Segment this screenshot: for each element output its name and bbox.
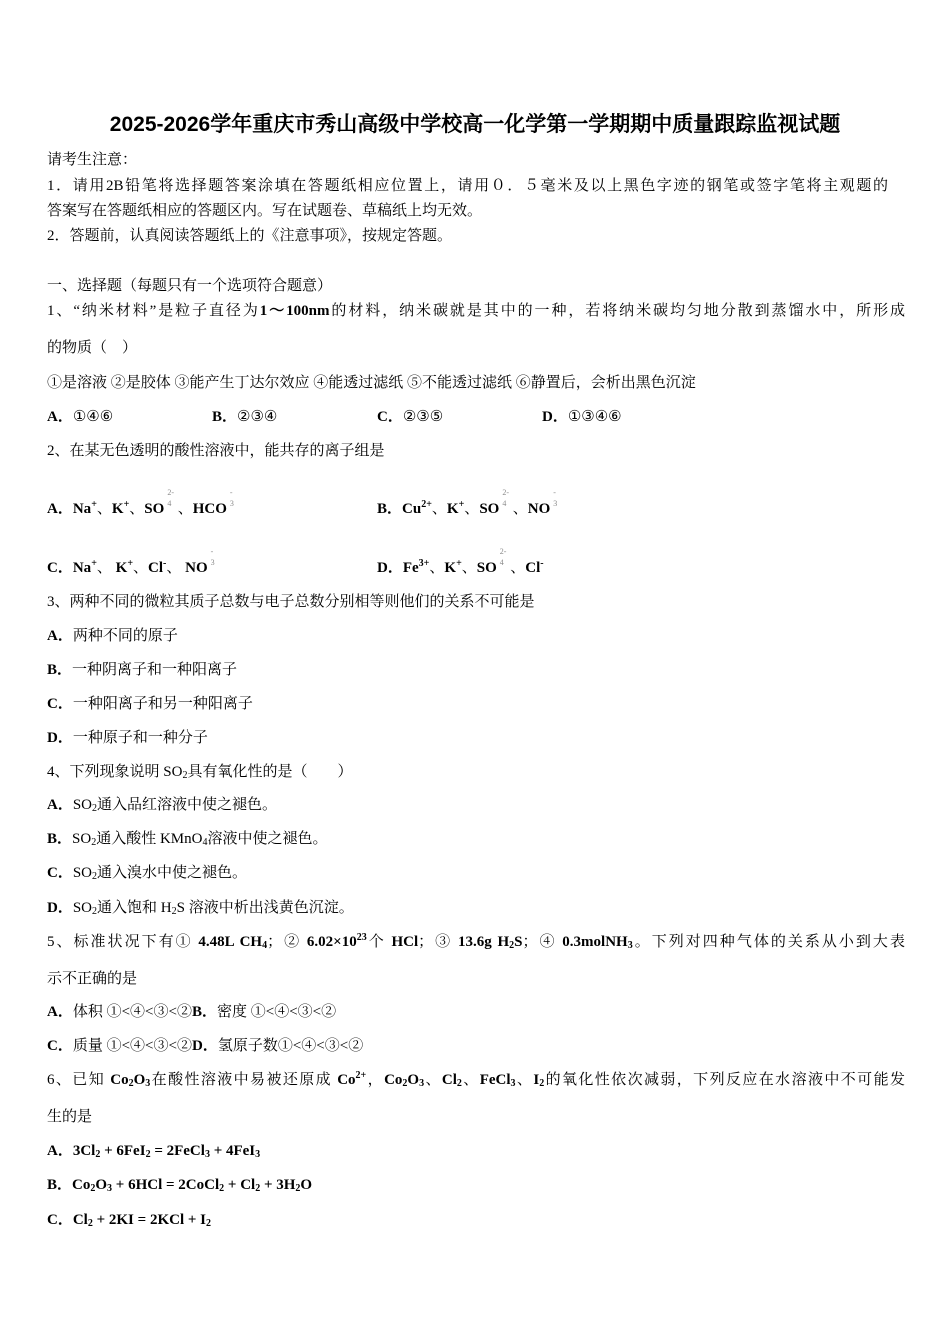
question-2-option-a	[47, 487, 234, 519]
ion-charge-stack	[167, 487, 174, 509]
question-1-stem-line-1	[47, 301, 905, 321]
bold-text-run: NO	[185, 560, 208, 576]
bold-text-run: Co	[384, 1072, 403, 1088]
question-5-stem-line-2: 示不正确的是	[47, 971, 138, 987]
bold-text-run: B．	[47, 831, 73, 847]
subscript: 2	[92, 906, 98, 917]
text-run: ②③⑤	[402, 409, 444, 425]
question-1-stem-line-2: 的物质（ ）	[47, 340, 138, 356]
ion-subscript: 3	[210, 558, 215, 567]
bold-text-run: 0.3molNH	[562, 934, 628, 950]
ion-subscript: 3	[229, 499, 234, 508]
text-run: 、	[424, 1072, 442, 1088]
bold-subscript: 4	[262, 940, 268, 951]
text-run: 的材料，纳米碳就是其中的一种，若将纳米碳均匀地分散到蒸馏水中，所形成	[329, 303, 905, 319]
bold-subscript: 2	[128, 1078, 134, 1089]
question-6-option-c	[47, 1210, 211, 1230]
bold-text-run: Cu	[402, 501, 422, 517]
bold-superscript: 23	[356, 932, 367, 943]
subscript: 2	[92, 871, 98, 882]
bold-text-run: 1～100nm	[259, 303, 330, 319]
question-4-stem	[47, 762, 352, 782]
question-2-option-c	[47, 546, 215, 578]
bold-subscript: 2	[402, 1078, 408, 1089]
bold-text-run: D．	[47, 900, 73, 916]
bold-text-run: C．	[47, 1038, 73, 1054]
bold-subscript: 2	[206, 1218, 211, 1229]
bold-text-run: 4.48L CH	[198, 934, 263, 950]
question-5-options-a-b	[47, 1002, 336, 1022]
ion-charge-stack	[502, 487, 509, 509]
text-run: 、	[129, 501, 145, 517]
bold-text-run: + 6HCl = 2CoCl	[112, 1177, 220, 1193]
question-3-stem: 3、两种不同的微粒其质子总数与电子总数分别相等则他们的关系不可能是	[47, 594, 535, 610]
question-2-stem: 2、在某无色透明的酸性溶液中，能共存的离子组是	[47, 443, 385, 459]
bold-subscript: 2	[509, 940, 515, 951]
bold-subscript: 2	[90, 1183, 96, 1194]
text-run: 、	[166, 560, 186, 576]
bold-superscript: -	[163, 558, 167, 569]
ion-charge: -	[210, 547, 214, 556]
bold-superscript: 2+	[421, 499, 432, 510]
text-run: ②③④	[237, 409, 278, 425]
ion-charge: -	[553, 488, 556, 497]
ion-charge: 2-	[502, 488, 509, 497]
question-3-option-d	[47, 728, 208, 748]
bold-text-run: D．	[47, 730, 73, 746]
bold-text-run: O	[407, 1072, 420, 1088]
bold-text-run: Cl	[525, 560, 541, 576]
bold-text-run: I	[533, 1072, 540, 1088]
bold-text-run: D．	[542, 409, 568, 425]
bold-text-run: Fe	[402, 560, 419, 576]
exam-title: 2025-2026学年重庆市秀山高级中学校高一化学第一学期期中质量跟踪监视试题	[109, 113, 841, 136]
bold-text-run: C．	[47, 560, 73, 576]
bold-text-run: Co	[337, 1072, 356, 1088]
question-1-option-d	[542, 407, 622, 427]
bold-text-run: A．	[47, 628, 73, 644]
bold-text-run: SO	[144, 501, 165, 517]
text-run: 一种原子和一种分子	[72, 730, 208, 746]
text-run: 氢原子数①<④<③<②	[217, 1038, 364, 1054]
text-run: 、	[429, 560, 445, 576]
bold-text-run: O	[133, 1072, 146, 1088]
text-run: 体积 ①<④<③<②	[72, 1004, 192, 1020]
ion-charge: 2-	[167, 488, 174, 497]
question-2-option-b	[377, 487, 557, 519]
bold-subscript: 2	[219, 1183, 225, 1194]
bold-subscript: 3	[255, 1149, 261, 1160]
subscript: 2	[91, 837, 97, 848]
question-4-option-d	[47, 898, 354, 918]
question-4-option-b	[47, 829, 327, 849]
text-run: 个	[366, 934, 392, 950]
text-run: 、	[464, 501, 480, 517]
text-run: 1、“纳米材料”是粒子直径为	[47, 303, 260, 319]
bold-text-run: A．	[47, 409, 73, 425]
ion-subscript: 4	[502, 499, 507, 508]
text-run: SO	[72, 865, 93, 881]
bold-text-run: + 3H	[260, 1177, 296, 1193]
text-run: SO	[72, 831, 92, 847]
text-run: ，	[366, 1072, 385, 1088]
bold-subscript: 3	[419, 1078, 425, 1089]
bold-text-run: S	[514, 934, 523, 950]
ion-subscript: 4	[499, 558, 504, 567]
text-run: 、	[133, 560, 149, 576]
question-3-option-a	[47, 626, 178, 646]
bold-subscript: 3	[204, 1149, 210, 1160]
bold-text-run: Cl	[441, 1072, 457, 1088]
bold-text-run: + 6FeI	[100, 1143, 146, 1159]
question-4-option-a	[47, 795, 277, 815]
text-run: 。下列对四种气体的关系从小到大表	[632, 934, 905, 950]
ion-charge: 2-	[499, 547, 507, 556]
bold-text-run: B．	[47, 662, 73, 678]
bold-text-run: Cl	[148, 560, 164, 576]
text-run: 、	[96, 501, 112, 517]
question-1-option-c	[377, 407, 443, 427]
bold-text-run: + 2KI = 2KCl + I	[92, 1212, 206, 1228]
bold-text-run: FeCl	[479, 1072, 511, 1088]
text-run: S 溶液中析出浅黄色沉淀。	[176, 900, 354, 916]
bold-text-run: B．	[47, 1177, 73, 1193]
bold-superscript: +	[91, 499, 97, 510]
bold-text-run: Na	[72, 501, 92, 517]
notice-line-1: 1．请用2B铅笔将选择题答案涂填在答题纸相应位置上，请用０．５毫米及以上黑色字迹的钢笔或签字笔将主观题的	[47, 178, 888, 194]
question-5-options-c-d	[47, 1036, 363, 1056]
bold-superscript: +	[91, 558, 97, 569]
bold-text-run: = 2FeCl	[150, 1143, 205, 1159]
bold-superscript: +	[458, 499, 465, 510]
question-1-option-a	[47, 407, 113, 427]
bold-text-run: C．	[377, 409, 403, 425]
question-4-option-c	[47, 863, 247, 883]
bold-text-run: K	[444, 560, 457, 576]
text-run: 通入溴水中使之褪色。	[97, 865, 248, 881]
question-6-option-b	[47, 1175, 312, 1195]
text-run: 6、已知	[47, 1072, 111, 1088]
bold-subscript: 2	[295, 1183, 301, 1194]
question-6-stem-line-2: 生的是	[47, 1109, 93, 1125]
question-2-option-d	[377, 546, 544, 578]
bold-text-run: K	[111, 501, 124, 517]
question-1-option-b	[212, 407, 277, 427]
bold-superscript: +	[127, 558, 134, 569]
bold-text-run: NO	[527, 501, 551, 517]
text-run: 在酸性溶液中易被还原成	[150, 1072, 338, 1088]
text-run: 具有氧化性的是（ ）	[187, 764, 353, 780]
text-run: 5、标准状况下有①	[47, 934, 199, 950]
bold-text-run: SO	[479, 501, 500, 517]
text-run: 溶液中使之褪色。	[207, 831, 328, 847]
bold-text-run: D．	[191, 1038, 218, 1054]
text-run: 、	[509, 501, 528, 517]
text-run: ①④⑥	[72, 409, 114, 425]
bold-text-run: A．	[47, 1143, 73, 1159]
bold-text-run: C．	[47, 865, 73, 881]
text-run: 通入酸性 KMnO	[96, 831, 203, 847]
text-run: 、	[515, 1072, 534, 1088]
bold-superscript: 2+	[355, 1070, 367, 1081]
bold-text-run: B．	[212, 409, 238, 425]
bold-subscript: 3	[107, 1183, 113, 1194]
bold-superscript: -	[540, 558, 544, 569]
bold-text-run: A．	[47, 797, 73, 813]
bold-subscript: 2	[539, 1078, 545, 1089]
text-run: 4、下列现象说明 SO	[47, 764, 183, 780]
question-5-stem-line-1	[47, 932, 905, 952]
text-run: 通入饱和 H	[97, 900, 172, 916]
bold-text-run: O	[300, 1177, 313, 1193]
notice-line-2: 答案写在答题纸相应的答题区内。写在试题卷、草稿纸上均无效。	[47, 203, 483, 219]
ion-charge: -	[229, 488, 233, 497]
bold-text-run: Co	[110, 1072, 129, 1088]
question-6-option-a	[47, 1141, 260, 1161]
question-3-option-b	[47, 660, 237, 680]
bold-text-run: 6.02×10	[306, 934, 357, 950]
text-run: 通入品红溶液中使之褪色。	[97, 797, 278, 813]
bold-text-run: A．	[47, 1004, 73, 1020]
bold-text-run: Na	[72, 560, 92, 576]
text-run: 、	[461, 1072, 480, 1088]
bold-text-run: B．	[191, 1004, 217, 1020]
text-run: SO	[72, 900, 93, 916]
ion-subscript: 4	[167, 499, 172, 508]
text-run: 、	[461, 560, 477, 576]
text-run: SO	[72, 797, 93, 813]
question-6-stem-line-1	[47, 1070, 905, 1090]
bold-superscript: +	[456, 558, 462, 569]
bold-text-run: + 4FeI	[209, 1143, 256, 1159]
bold-subscript: 2	[87, 1218, 93, 1229]
bold-subscript: 2	[145, 1149, 151, 1160]
notice-heading: 请考生注意：	[47, 152, 138, 168]
bold-text-run: SO	[476, 560, 497, 576]
text-run: ；④	[522, 934, 563, 950]
bold-text-run: + Cl	[224, 1177, 256, 1193]
bold-text-run: 13.6g H	[457, 934, 510, 950]
subscript: 4	[202, 837, 208, 848]
subscript: 2	[182, 770, 188, 781]
bold-superscript: +	[123, 499, 130, 510]
bold-text-run: B．	[377, 501, 403, 517]
text-run: 、	[506, 560, 526, 576]
bold-text-run: Co	[72, 1177, 91, 1193]
bold-subscript: 3	[145, 1078, 151, 1089]
text-run: 的氧化性依次减弱，下列反应在水溶液中不可能发	[544, 1072, 905, 1088]
text-run: ①③④⑥	[567, 409, 622, 425]
notice-line-3: 2．答题前，认真阅读答题纸上的《注意事项》，按规定答题。	[47, 228, 453, 244]
bold-text-run: HCl	[391, 934, 419, 950]
text-run: ；③	[418, 934, 458, 950]
ion-charge-stack	[230, 487, 234, 509]
bold-subscript: 3	[627, 940, 633, 951]
question-1-statements: ①是溶液 ②是胶体 ③能产生丁达尔效应 ④能透过滤纸 ⑤不能透过滤纸 ⑥静置后，会析出黑色沉淀	[47, 375, 696, 391]
bold-text-run: C．	[47, 1212, 73, 1228]
ion-subscript: 3	[553, 499, 558, 508]
bold-text-run: 3Cl	[72, 1143, 96, 1159]
text-run: 一种阳离子和另一种阳离子	[72, 696, 253, 712]
text-run: 质量 ①<④<③<②	[72, 1038, 192, 1054]
text-run: 密度 ①<④<③<②	[217, 1004, 337, 1020]
ion-charge-stack	[211, 546, 215, 568]
question-3-option-c	[47, 694, 253, 714]
text-run: 两种不同的原子	[72, 628, 178, 644]
subscript: 2	[171, 906, 177, 917]
bold-text-run: O	[95, 1177, 108, 1193]
bold-text-run: K	[115, 560, 128, 576]
bold-subscript: 2	[255, 1183, 261, 1194]
text-run: 、	[431, 501, 447, 517]
bold-text-run: HCO	[192, 501, 227, 517]
text-run: ；②	[267, 934, 307, 950]
text-run: 、	[173, 501, 193, 517]
ion-charge-stack	[553, 487, 557, 509]
bold-superscript: 3+	[418, 558, 430, 569]
bold-subscript: 3	[510, 1078, 516, 1089]
section-heading: 一、选择题（每题只有一个选项符合题意）	[47, 278, 333, 294]
bold-subscript: 2	[95, 1149, 101, 1160]
text-run: 、	[96, 560, 116, 576]
subscript: 2	[92, 803, 98, 814]
bold-subscript: 2	[456, 1078, 462, 1089]
bold-text-run: K	[446, 501, 459, 517]
bold-text-run: Cl	[72, 1212, 88, 1228]
bold-text-run: D．	[377, 560, 403, 576]
bold-text-run: C．	[47, 696, 73, 712]
text-run: 一种阴离子和一种阳离子	[72, 662, 238, 678]
bold-text-run: A．	[47, 501, 73, 517]
